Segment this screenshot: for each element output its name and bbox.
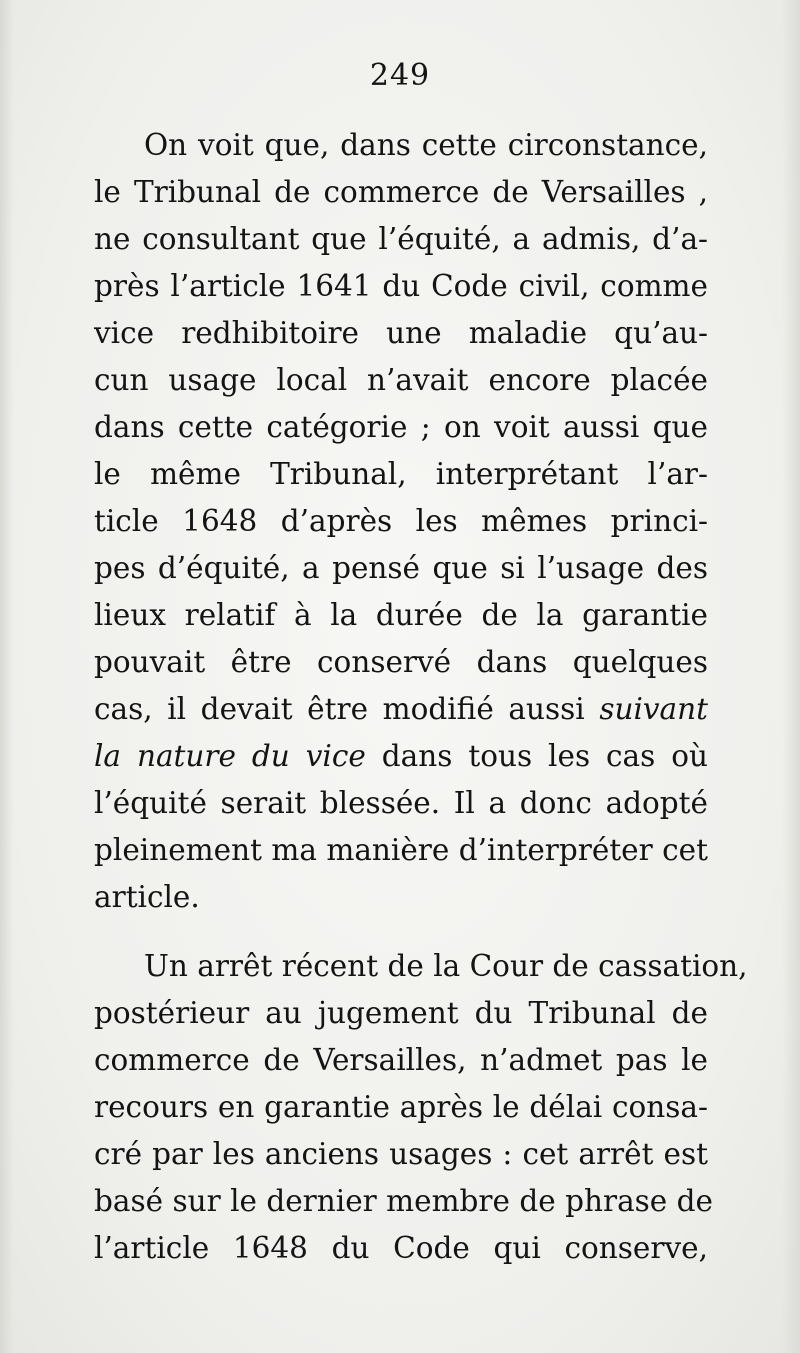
body-text: [94, 122, 748, 1272]
text-line: vice redhibitoire une maladie qu’au-: [94, 316, 708, 350]
text-line: lieux relatif à la durée de la garantie: [94, 598, 708, 632]
page-edge-shadow-right: [782, 0, 800, 1353]
paragraph-gap: [94, 921, 708, 943]
text-line: pleinement ma manière d’interpréter cet: [94, 833, 708, 867]
text-line: le même Tribunal, interprétant l’ar-: [94, 457, 708, 491]
text-line: Un arrêt récent de la Cour de cassation,: [144, 949, 748, 983]
italic-fragment: suivant: [599, 692, 708, 726]
text-line: l’équité serait blessée. Il a donc adopté: [94, 786, 708, 820]
text-line: article.: [94, 880, 200, 914]
text-line: cré par les anciens usages : cet arrêt est: [94, 1137, 708, 1171]
text-line-with-italic: [94, 733, 708, 780]
text-line: ticle 1648 d’après les mêmes princi-: [94, 504, 708, 538]
text-line: On voit que, dans cette circonstance,: [144, 128, 708, 162]
text-line: le Tribunal de commerce de Versailles ,: [94, 175, 708, 209]
text-line: pes d’équité, a pensé que si l’usage des: [94, 551, 708, 585]
text-line: cun usage local n’avait encore placée: [94, 363, 708, 397]
page-number: 249: [369, 58, 431, 93]
page-edge-shadow-left: [0, 0, 14, 1353]
text-line: près l’article 1641 du Code civil, comme: [94, 269, 708, 303]
text-line: recours en garantie après le délai consa-: [94, 1090, 708, 1124]
text-line: basé sur le dernier membre de phrase de: [94, 1184, 713, 1218]
text-line: dans cette catégorie ; on voit aussi que: [94, 410, 708, 444]
text-line-with-italic: [94, 686, 708, 733]
text-line: commerce de Versailles, n’admet pas le: [94, 1043, 708, 1077]
italic-fragment: la nature du vice: [94, 739, 366, 773]
text-line: l’article 1648 du Code qui conserve,: [94, 1231, 708, 1265]
text-line: ne consultant que l’équité, a admis, d’a-: [94, 222, 708, 256]
text-line: postérieur au jugement du Tribunal de: [94, 996, 708, 1030]
text-line: pouvait être conservé dans quelques: [94, 645, 708, 679]
text-fragment: cas, il devait être modifié aussi: [94, 692, 585, 726]
text-fragment: dans tous les cas où: [381, 739, 708, 773]
